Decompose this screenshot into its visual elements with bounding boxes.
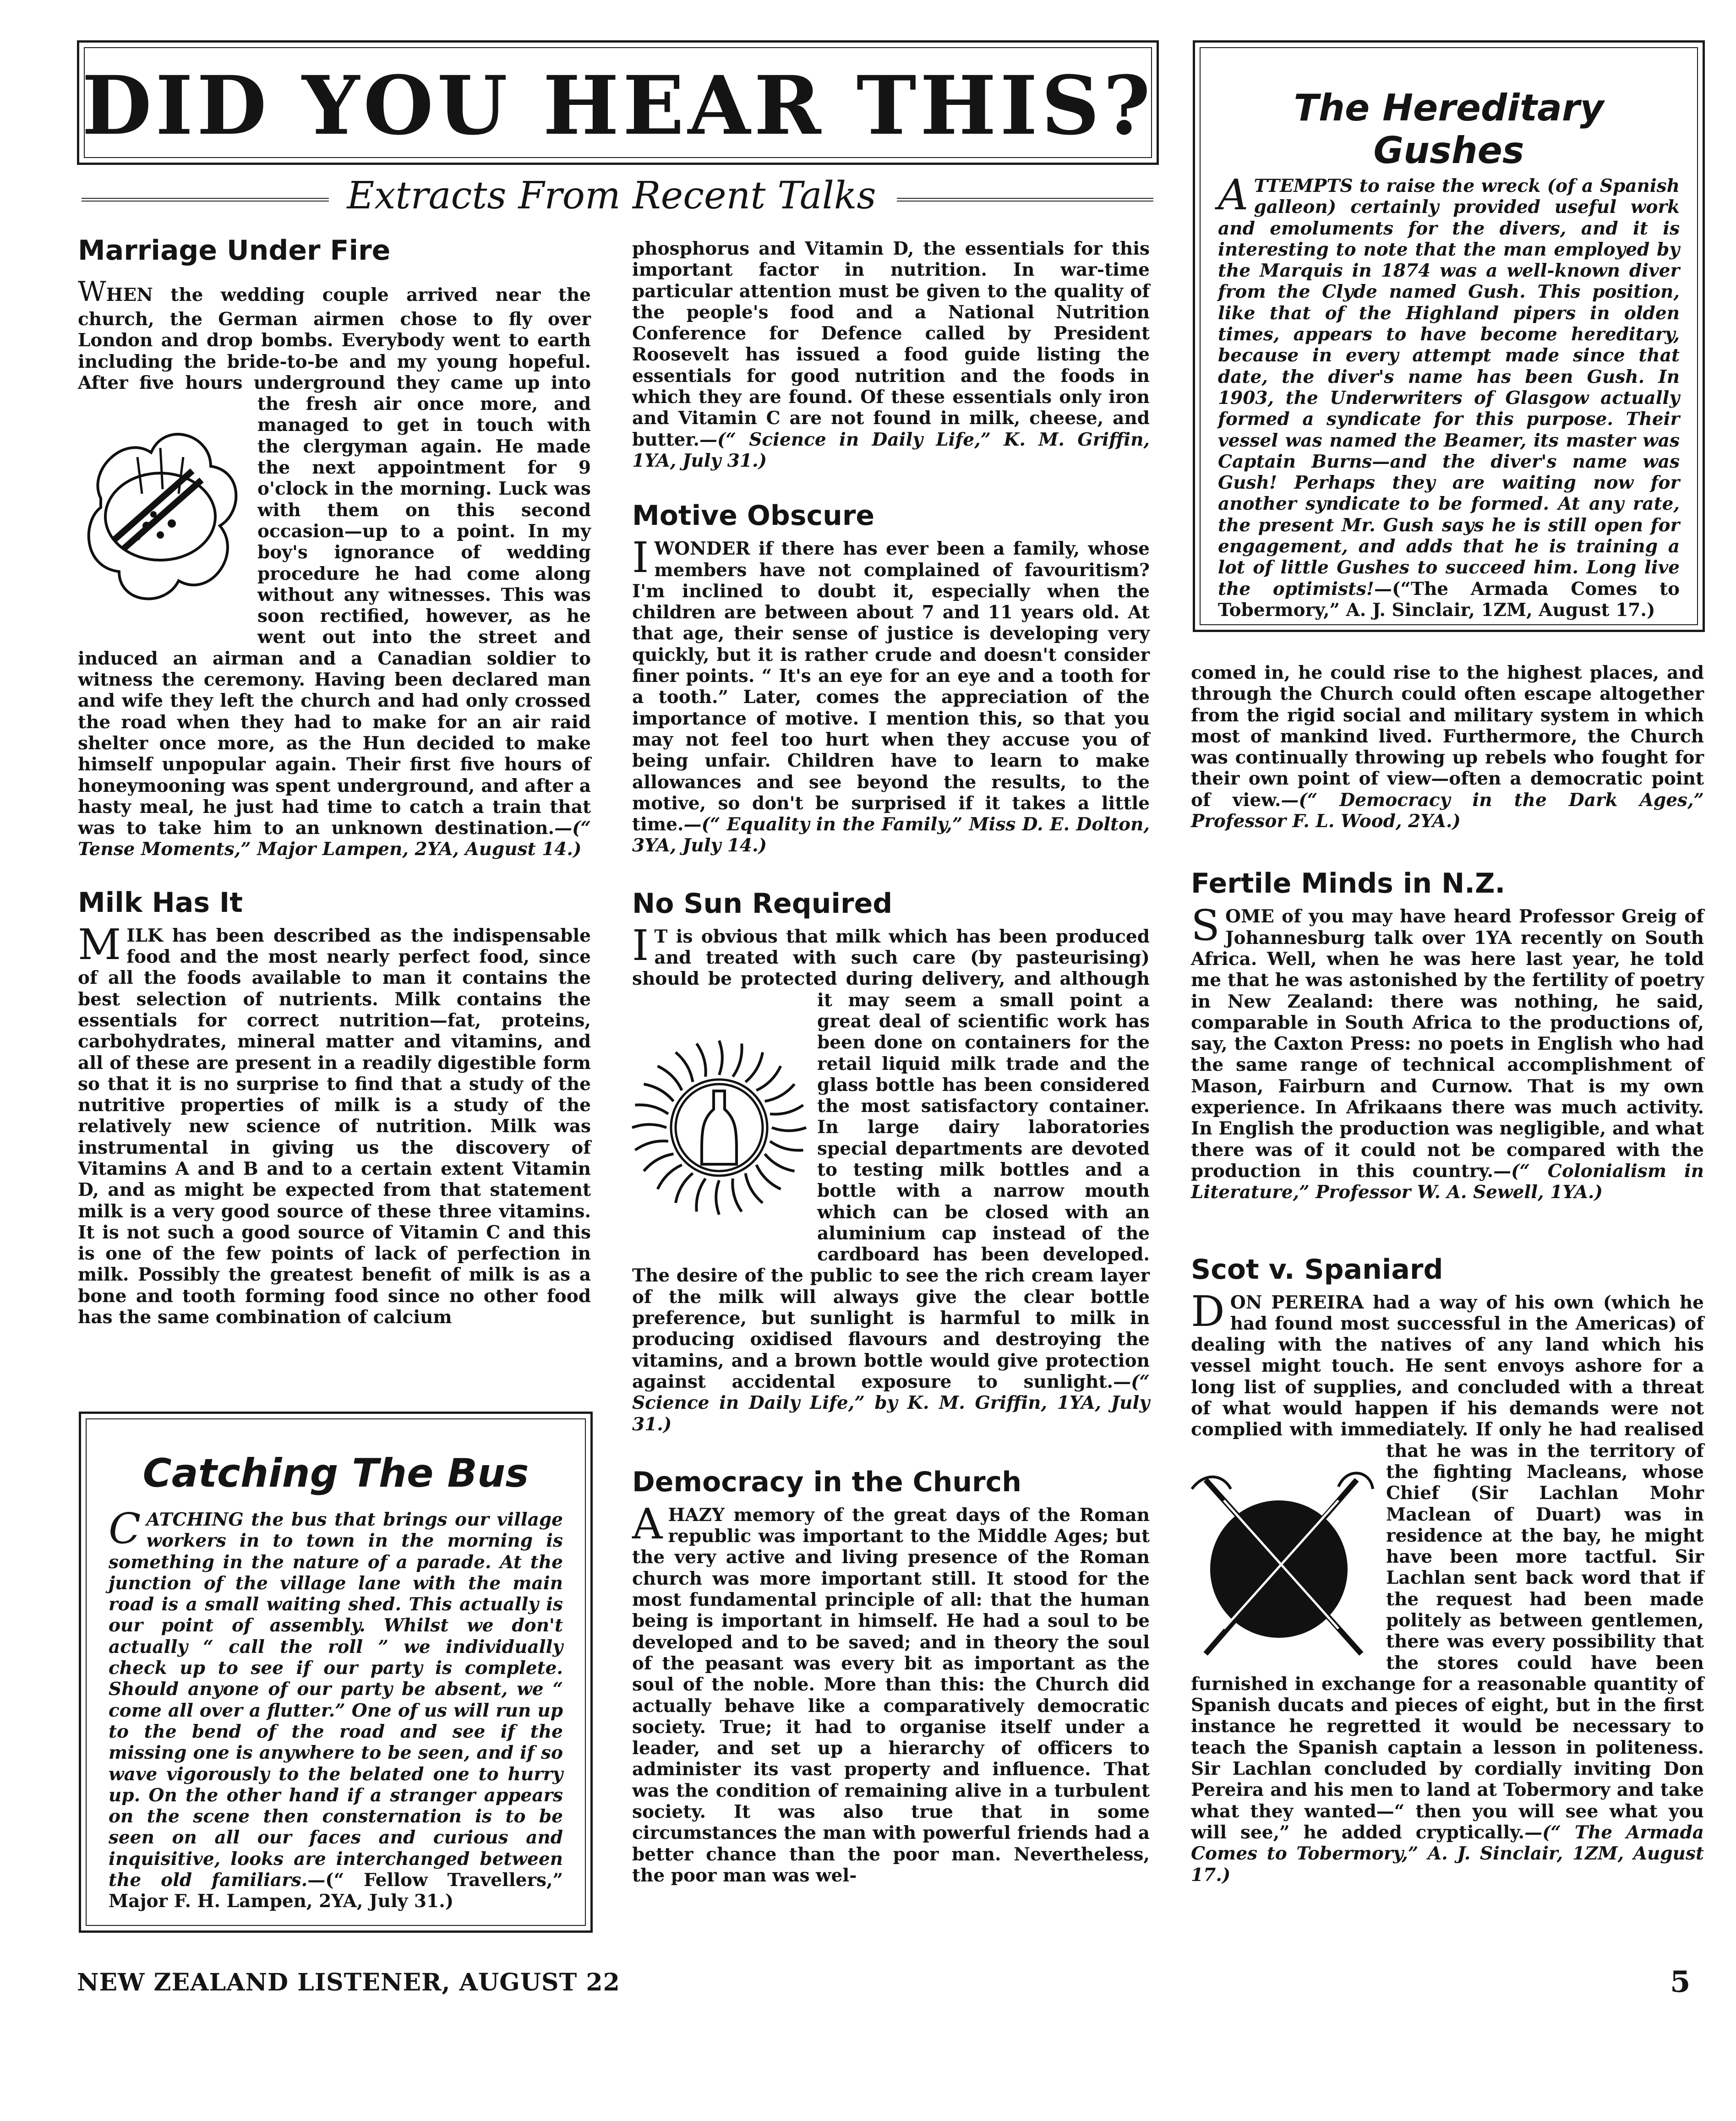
article-text-bus: ATCHING the bus that brings our village workers in to town in the morning is something in the nature of a parade. At the junction of the village lane with the main road is a small waiting shed. This actually is our point of assembly. Whilst we don't actually “ call the roll ” we individually check up to see if our party is complete. Should anyone of our party be absent, we “ come all over a flutter.” One of us will run up to the bend of the road and see if the missing one is anywhere to be seen, and if so wave vigorously to the belated one to hurry up. On the other hand if a stranger appears on the scene then consternation is to be seen on all our faces and curious and inquisitive, looks are interchanged between the old familiars. [109, 1509, 563, 1891]
sun-bottle-illustration [628, 1011, 811, 1244]
article-credit-motive: —(“ Equality in the Family,” Miss D. E. Dolton, 3YA, July 14.) [632, 814, 1150, 856]
masthead-subtitle: Extracts From Recent Talks [347, 174, 876, 218]
drop-cap-fertile: S [1191, 901, 1220, 950]
drop-cap-democracy: A [632, 1499, 663, 1548]
article-body-democracy-continued [1191, 662, 1704, 832]
article-text-sun: T is obvious that milk which has been produced and treated with such care (by pasteurising) should be protected during delivery, and although it may seem a small point a great deal of scientific work has been done on containers for the retail liquid milk trade and the glass bottle has been considered the most satisfactory container. In large dairy laboratories special departments are devoted to testing milk bottles and a bottle with a narrow mouth which can be closed with an aluminium cap instead of the cardboard has been developed. The desire of the public to see the rich cream layer of the milk will always give the clear bottle preference, but sunlight is harmful to milk in producing oxidised flavours and destroying the vitamins, and a brown bottle would give protection against accidental exposure to sunlight. [632, 926, 1150, 1392]
article-text-gushes: TTEMPTS to raise the wreck (of a Spanish galleon) certainly provided useful work and emoluments for the divers, and it is interesting to note that the man employed by the Marquis in 1874 was a well-known diver from the Clyde named Gush. This position, like that of the Highland pipers in olden times, appears to have become hereditary, because in every attempt made since that date, the diver's name has been Gush. In 1903, the Underwriters of Glasgow actually formed a syndicate for this purpose. Their vessel was named the Beamer, its master was Captain Burns—and the diver's name was Gush! Perhaps they are waiting now for another syndicate to be formed. At any rate, the present Mr. Gush says he is still open for engagement, and adds that he is training a lot of little Gushes to succeed him. Long live the optimists! [1218, 175, 1680, 600]
article-body-milk-continued [632, 238, 1150, 471]
sun-ray [732, 1178, 742, 1211]
masthead-title: DID YOU HEAR THIS? [82, 58, 1154, 153]
article-credit-marriage: —(“ Tense Moments,” Major Lampen, 2YA, August 14.) [78, 818, 591, 860]
sun-ray [756, 1165, 781, 1189]
subtitle-rule-left [82, 198, 329, 202]
sun-ray [635, 1141, 668, 1150]
subtitle-rule-right [897, 198, 1153, 202]
article-heading-fertile: Fertile Minds in N.Z. [1191, 867, 1506, 900]
article-credit-fertile: —(“ Colonialism in Literature,” Professor W. A. Sewell, 1YA.) [1191, 1160, 1704, 1203]
article-credit-milk: —(“ Science in Daily Life,” K. M. Griffin, 1YA, July 31.) [632, 429, 1150, 471]
sun-ray [772, 1128, 806, 1131]
article-body-fertile [1191, 901, 1704, 1203]
article-text-democracy: HAZY memory of the great days of the Roman republic was important to the Middle Ages; but the very active and living presence of the Roman church was more important still. It stood for the most fundamental principle of all: that the human being is important in himself. He had a soul to be developed and to be saved; and in theory the soul of the peasant was every bit as important as the soul of the noble. More than this: the Church did actually behave like a comparatively democratic society. True; it had to organise itself under a leader, and set up a hierarchy of officers to administer its vast property and influence. That was the condition of remaining alive in a turbulent society. It was also true that in some circumstances the man with powerful friends had a better chance than the poor man. Nevertheless, the poor man was wel- [632, 1504, 1150, 1886]
sun-ray [746, 1052, 763, 1082]
article-body-gushes [1218, 170, 1680, 621]
article-heading-marriage: Marriage Under Fire [78, 234, 391, 267]
article-body-motive [632, 533, 1150, 856]
article-text-scot: ON PEREIRA had a way of his own (which he had found most successful in the Americas) of dealing with the natives of any land which his vessel might touch. He sent envoys ashore for a long list of supplies, and concluded with a threat of what would happen if his demands were not complied with immediately. If only he had realised that he was in the territory of the fighting Macleans, whose Chief (Sir Lachlan Mohr Maclean of Duart) was in residence at the bay, he might have been more tactful. Sir Lachlan sent back word that if the request had been made politely as between gentlemen, there was every possibility that the stores could have been furnished in exchange for a reasonable quantity of Spanish ducats and pieces of eight, but in the first instance he regretted it would be necessary to teach the Spanish captain a lesson in politeness. Sir Lachlan concluded by cordially inviting Don Pereira and his men to land at Tobermory and take what they wanted—“ then you will see what you will see,” he added cryptically. [1191, 1292, 1704, 1843]
article-heading-milk: Milk Has It [78, 886, 243, 919]
article-heading-scot: Scot v. Spaniard [1191, 1253, 1443, 1286]
article-credit-democracy: —(“ Democracy in the Dark Ages,” Professor F. L. Wood, 2YA.) [1191, 789, 1704, 832]
sun-ray [644, 1154, 674, 1171]
article-body-scot [1191, 1287, 1704, 1886]
article-text-democracy-continued: comed in, he could rise to the highest places, and through the Church could often escape altogether from the rigid social and military system in which most of mankind lived. Furthermore, the Church was continually throwing up rebels who fought for their own point of view—often a democratic point of view. [1191, 662, 1704, 811]
sun-ray [635, 1105, 668, 1114]
sun-ray [644, 1084, 674, 1101]
sun-ray [676, 1173, 693, 1203]
article-text-motive: WONDER if there has ever been a family, whose members have not complained of favouritism? I'm inclined to doubt it, especially when the children are between about 7 and 11 years old. At that age, their sense of justice is developing very quickly, but it is rather crude and doesn't consider finer points. “ It's an eye for an eye and a tooth for a tooth.” Later, comes the appreciation of the importance of motive. I mention this, so that you may not feel too hurt when they accuse you of being unfair. Children have to learn to make allowances and see beyond the results, to the motive, so don't be surprised if it takes a little time. [632, 538, 1150, 835]
sun-ray [746, 1173, 763, 1203]
wedding-cake-illustration [73, 402, 247, 640]
sun-ray [770, 1105, 803, 1114]
article-text-milk: ILK has been described as the indispensable food and the most nearly perfect food, since of all the foods available to man it contains the best selection of nutrients. Milk contains the essentials for correct nutrition—fat, proteins, carbohydrates, mineral matter and vitamins, and all of these are present in a readily digestible form so that it is no surprise to find that a study of the nutritive properties of milk is a study of the relatively new science of nutrition. Milk was instrumental in giving us the discovery of Vitamins A and B and to a certain extent Vitamin D, and as might be expected from that statement milk is a very good source of these three vitamins. It is not such a good source of Vitamin C and this is one of the few points of lack of perfection in milk. Possibly the greatest benefit of milk is as a bone and tooth forming food since no other food has the same combination of calcium [78, 925, 591, 1328]
article-text-marriage: HEN the wedding couple arrived near the church, the German airmen chose to fly over London and drop bombs. Everybody went to earth including the bride-to-be and my young hopeful. After five hours underground they came up into the fresh air once more, and managed to get in touch with the clergyman again. He made the next appointment for 9 o'clock in the morning. Luck was with them on this second occasion—up to a point. In my boy's ignorance of wedding procedure he had come along without any witnesses. This was soon rectified, however, as he went out into the street and induced an airman and a Canadian soldier to witness the ceremony. Having been declared man and wife they left the church and had only crossed the road when they had to make for an air raid shelter once more, as the Hun decided to make himself unpopular again. Their first five hours of honeymooning was spent underground, and after a hasty meal, he just had time to catch a train that was to take him to an unknown destination. [78, 284, 591, 839]
column-1 [78, 234, 591, 1328]
article-body-marriage [78, 275, 591, 860]
masthead-box [77, 40, 1159, 165]
column-2 [632, 238, 1150, 1886]
sun-ray [756, 1066, 781, 1090]
drop-cap-gushes: A [1218, 170, 1249, 219]
sun-ray [658, 1066, 682, 1090]
footer-publication: NEW ZEALAND LISTENER, AUGUST 22 [77, 1968, 620, 1996]
article-credit-scot: —(“ The Armada Comes to Tobermory,” A. J. Sinclair, 1ZM, August 17.) [1191, 1821, 1704, 1886]
sun-ray [676, 1052, 693, 1082]
sun-ray [716, 1180, 719, 1215]
sun-ray [696, 1178, 705, 1211]
sun-ray [697, 1043, 706, 1076]
article-credit-bus: —(“ Fellow Travellers,” Major F. H. Lampen, 2YA, July 31.) [109, 1870, 563, 1912]
sun-ray [632, 1124, 666, 1128]
article-heading-sun: No Sun Required [632, 887, 893, 920]
article-body-democracy [632, 1499, 1150, 1886]
hereditary-gushes-box [1193, 40, 1705, 632]
footer-page-number: 5 [1670, 1965, 1691, 1999]
sun-ray [658, 1165, 682, 1189]
column-3 [1191, 662, 1704, 1886]
catching-bus-box [79, 1412, 593, 1933]
article-body-bus [109, 1504, 563, 1912]
drop-cap-milk: M [78, 920, 121, 969]
article-heading-gushes: The Hereditary Gushes [1294, 87, 1604, 172]
sun-ray [719, 1041, 722, 1075]
drop-cap-scot: D [1191, 1287, 1225, 1336]
sun-ray [770, 1141, 803, 1150]
drop-cap-sun: I [632, 921, 649, 970]
drop-cap-bus: C [109, 1504, 141, 1553]
sun-ray [765, 1154, 795, 1171]
drop-cap-motive: I [632, 533, 649, 583]
crossed-swords-illustration [1187, 1461, 1380, 1672]
article-credit-gushes: —(“The Armada Comes to Tobermory,” A. J. Sinclair, 1ZM, August 17.) [1218, 578, 1680, 621]
article-text-fertile: OME of you may have heard Professor Greig of Johannesburg talk over 1YA recently on South Africa. Well, when he was here last year, he told me that he was astonished by the fertility of poetry in New Zealand: there was nothing, he said, comparable in South Africa to the productions of, say, the Caxton Press: no poets in English who had the same range of technical accomplishment of Mason, Fairburn and Curnow. That is my own experience. In Afrikaans there was much activity. In English the production was negligible, and what there was of it could not be compared with the production in this country. [1191, 906, 1704, 1182]
article-heading-bus: Catching The Bus [142, 1450, 529, 1496]
article-text-milk-continued: phosphorus and Vitamin D, the essentials for this important factor in nutrition. In war-time particular attention must be given to the quality of the people's food and a National Nutrition Conference for Defence called by President Roosevelt has issued a food guide listing the essentials for good nutrition and the foods in which they are found. Of these essentials only iron and Vitamin C are not found in milk, cheese, and butter. [632, 238, 1150, 450]
article-heading-democracy: Democracy in the Church [632, 1466, 1021, 1498]
article-credit-sun: —(“ Science in Daily Life,” by K. M. Griffin, 1YA, July 31.) [632, 1371, 1150, 1435]
sun-ray [733, 1043, 742, 1076]
article-body-milk [78, 920, 591, 1328]
article-heading-motive: Motive Obscure [632, 500, 875, 532]
drop-cap-marriage: W [78, 276, 106, 308]
sun-ray [765, 1084, 795, 1101]
article-body-sun [632, 921, 1150, 1435]
